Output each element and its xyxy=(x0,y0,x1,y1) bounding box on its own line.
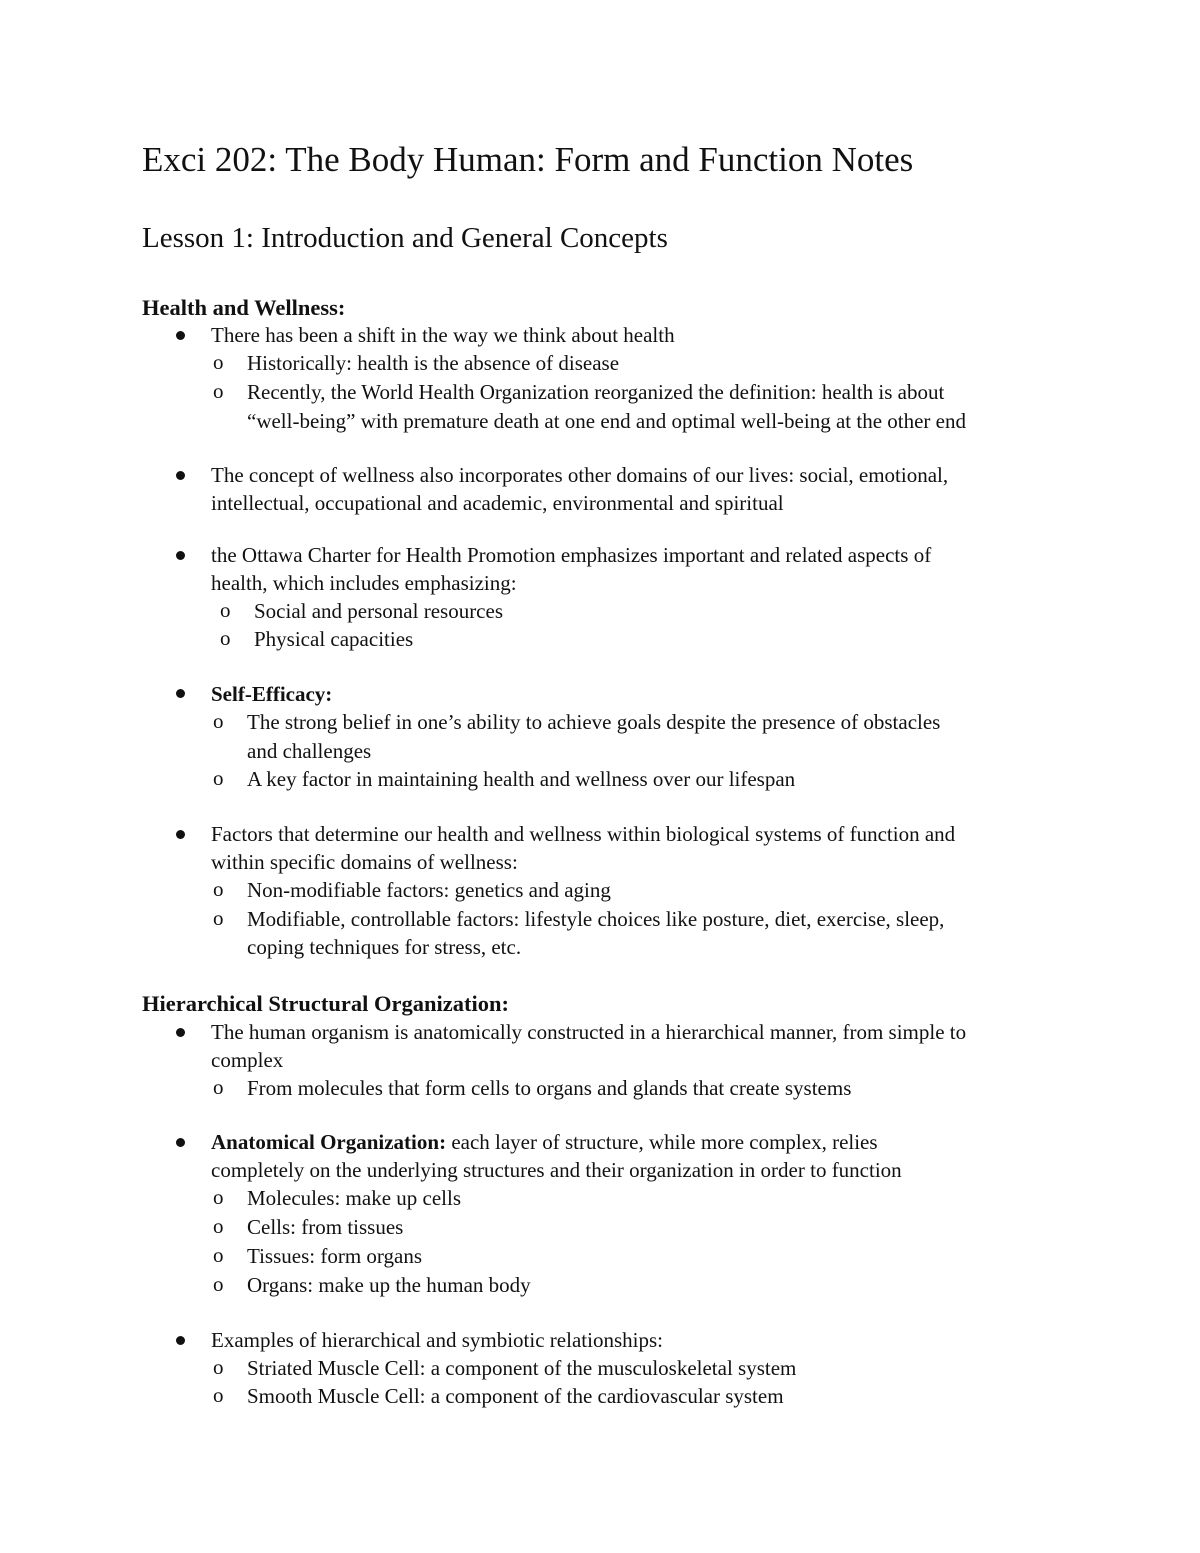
sub-list-item: Social and personal resources xyxy=(254,599,503,623)
sub-list-item: The strong belief in one’s ability to achieve goals despite the presence of obstacles xyxy=(247,710,941,734)
bullet-icon xyxy=(176,1138,185,1147)
bullet-icon xyxy=(176,1336,185,1345)
sub-list-item: Historically: health is the absence of disease xyxy=(247,351,620,375)
sub-bullet-icon: o xyxy=(213,766,224,790)
sub-bullet-icon: o xyxy=(213,379,224,403)
sub-list-item-cont: coping techniques for stress, etc. xyxy=(247,935,522,959)
sub-list-item-cont: “well-being” with premature death at one end and optimal well-being at the other end xyxy=(247,409,966,433)
sub-bullet-icon: o xyxy=(213,350,224,374)
bullet-icon xyxy=(176,331,185,340)
sub-bullet-icon: o xyxy=(220,626,231,650)
list-item-text: each layer of structure, while more complex, relies xyxy=(446,1130,878,1154)
bullet-icon xyxy=(176,830,185,839)
list-item-cont: within specific domains of wellness: xyxy=(211,850,518,874)
section-heading-health: Health and Wellness: xyxy=(142,295,346,320)
sub-bullet-icon: o xyxy=(213,1272,224,1296)
sub-list-item: Tissues: form organs xyxy=(247,1244,423,1268)
sub-bullet-icon: o xyxy=(213,1075,224,1099)
bullet-icon xyxy=(176,471,185,480)
sub-bullet-icon: o xyxy=(213,877,224,901)
list-item-cont: completely on the underlying structures and their organization in order to function xyxy=(211,1158,902,1182)
sub-list-item: Non-modifiable factors: genetics and aging xyxy=(247,878,611,902)
list-item-cont: health, which includes emphasizing: xyxy=(211,571,517,595)
sub-list-item: Organs: make up the human body xyxy=(247,1273,531,1297)
sub-list-item: A key factor in maintaining health and wellness over our lifespan xyxy=(247,767,796,791)
sub-list-item: Physical capacities xyxy=(254,627,414,651)
sub-bullet-icon: o xyxy=(213,1243,224,1267)
sub-bullet-icon: o xyxy=(220,598,231,622)
sub-list-item: Modifiable, controllable factors: lifestyle choices like posture, diet, exercise, sleep, xyxy=(247,907,945,931)
list-item-cont: complex xyxy=(211,1048,284,1072)
list-item-cont: intellectual, occupational and academic, environmental and spiritual xyxy=(211,491,784,515)
sub-bullet-icon: o xyxy=(213,1383,224,1407)
sub-bullet-icon: o xyxy=(213,906,224,930)
bullet-icon xyxy=(176,1028,185,1037)
bullet-icon xyxy=(176,551,185,560)
section-heading-hierarchy: Hierarchical Structural Organization: xyxy=(142,991,510,1016)
sub-list-item: Recently, the World Health Organization reorganized the definition: health is about xyxy=(247,380,945,404)
list-item: Factors that determine our health and wellness within biological systems of function and xyxy=(211,822,956,846)
sub-list-item-cont: and challenges xyxy=(247,739,372,763)
list-item-term: Anatomical Organization: xyxy=(211,1130,447,1154)
list-item: Examples of hierarchical and symbiotic relationships: xyxy=(211,1328,663,1352)
sub-list-item: Smooth Muscle Cell: a component of the cardiovascular system xyxy=(247,1384,784,1408)
list-item: The human organism is anatomically constructed in a hierarchical manner, from simple to xyxy=(211,1020,967,1044)
list-item: the Ottawa Charter for Health Promotion emphasizes important and related aspects of xyxy=(211,543,932,567)
bullet-icon xyxy=(176,689,185,698)
document-title: Exci 202: The Body Human: Form and Function Notes xyxy=(142,140,914,179)
sub-list-item: Striated Muscle Cell: a component of the musculoskeletal system xyxy=(247,1356,797,1380)
sub-list-item: From molecules that form cells to organs and glands that create systems xyxy=(247,1076,852,1100)
sub-list-item: Molecules: make up cells xyxy=(247,1186,462,1210)
sub-bullet-icon: o xyxy=(213,1185,224,1209)
sub-bullet-icon: o xyxy=(213,709,224,733)
sub-bullet-icon: o xyxy=(213,1355,224,1379)
sub-bullet-icon: o xyxy=(213,1214,224,1238)
list-item-term: Self-Efficacy: xyxy=(211,682,333,706)
lesson-heading: Lesson 1: Introduction and General Concepts xyxy=(142,222,668,254)
list-item: The concept of wellness also incorporates other domains of our lives: social, emotional, xyxy=(211,463,949,487)
list-item xyxy=(211,1132,878,1153)
sub-list-item: Cells: from tissues xyxy=(247,1215,404,1239)
list-item: There has been a shift in the way we think about health xyxy=(211,323,675,347)
